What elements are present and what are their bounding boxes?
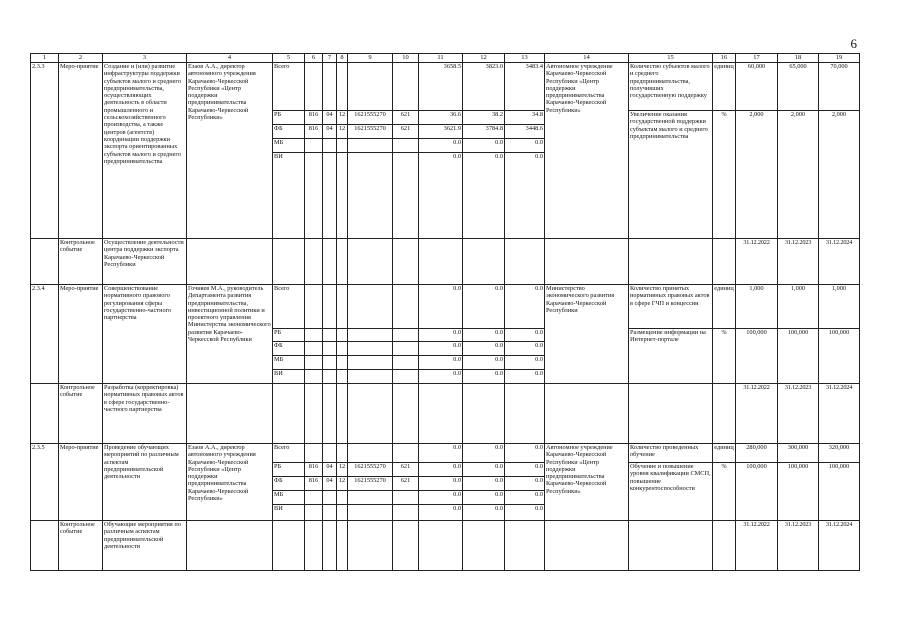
grbs-code: [305, 329, 323, 342]
indicator-2022: 1,000: [736, 285, 778, 329]
section-code: [323, 342, 337, 356]
column-number: 3: [103, 54, 187, 63]
target-article-code: [348, 329, 393, 342]
expense-type-code: [393, 285, 419, 329]
target-article-code: [348, 370, 393, 384]
grbs-code: [305, 63, 323, 111]
expense-type-code: 621: [393, 477, 419, 491]
column-number: 19: [819, 54, 860, 63]
control-event-type: Контрольное событие: [59, 239, 103, 285]
table-cell: [31, 521, 59, 571]
indicator-unit: единиц: [713, 63, 736, 111]
table-cell: [305, 239, 323, 285]
table-cell: [323, 521, 337, 571]
amount-2024: 0.0: [505, 153, 545, 239]
expense-type-code: [393, 329, 419, 342]
expense-type-code: [393, 444, 419, 463]
section-code: [323, 329, 337, 342]
indicator-2022: 100,000: [736, 463, 778, 521]
amount-2022: 0.0: [419, 463, 463, 477]
control-date-2022: 31.12.2022: [736, 384, 778, 444]
subsection-code: [337, 153, 348, 239]
control-date-2024: 31.12.2024: [819, 521, 860, 571]
expense-type-code: [393, 153, 419, 239]
target-article-code: [348, 342, 393, 356]
amount-2023: 3823.0: [463, 63, 505, 111]
section-code: 04: [323, 477, 337, 491]
section-code: 04: [323, 111, 337, 125]
funding-source: ФБ: [273, 342, 305, 356]
funding-source: РБ: [273, 463, 305, 477]
column-number: 18: [778, 54, 819, 63]
expense-type-code: 621: [393, 111, 419, 125]
amount-2023: 0.0: [463, 463, 505, 477]
table-cell: [305, 384, 323, 444]
executor: Министерство экономического развития Карачаево-Черкесской Республики: [545, 285, 629, 384]
column-number: 4: [187, 54, 273, 63]
table-cell: [545, 239, 629, 285]
amount-2022: 0.0: [419, 342, 463, 356]
table-cell: [337, 239, 348, 285]
section-code: [323, 285, 337, 329]
expense-type-code: [393, 342, 419, 356]
grbs-code: [305, 491, 323, 505]
indicator-2024: 100,000: [819, 329, 860, 384]
control-event-text: Разработка (корректировка) нормативных правовых актов в сфере государственно-частного партнерства: [103, 384, 187, 444]
section-code: [323, 139, 337, 153]
table-cell: [273, 239, 305, 285]
control-date-2022: 31.12.2022: [736, 521, 778, 571]
target-article-code: 1621555270: [348, 477, 393, 491]
funding-source: МБ: [273, 491, 305, 505]
control-event-type: Контрольное событие: [59, 384, 103, 444]
amount-2022: 0.0: [419, 505, 463, 521]
column-number: 2: [59, 54, 103, 63]
funding-source: Всего: [273, 285, 305, 329]
funding-source: ВИ: [273, 505, 305, 521]
indicator-unit: %: [713, 111, 736, 239]
amount-2023: 0.0: [463, 444, 505, 463]
control-date-2023: 31.12.2023: [778, 384, 819, 444]
amount-2022: 0.0: [419, 370, 463, 384]
amount-2024: 0.0: [505, 139, 545, 153]
subsection-code: [337, 505, 348, 521]
amount-2023: 0.0: [463, 153, 505, 239]
subsection-code: [337, 444, 348, 463]
column-number: 11: [419, 54, 463, 63]
item-type: Меро-приятие: [59, 285, 103, 384]
amount-2023: 38.2: [463, 111, 505, 125]
grbs-code: [305, 285, 323, 329]
amount-2023: 0.0: [463, 329, 505, 342]
responsible-person: Гочияев М.А., руководитель Департамента развития предпринимательства, инвестиционной политики и проектного управления Министерства экономического развития Карачаево-Черкесской Республики: [187, 285, 273, 384]
indicator-name: Увеличение оказания государственной поддержки субъектам малого и среднего предпринимательства: [629, 111, 713, 239]
grbs-code: 816: [305, 477, 323, 491]
item-number: 2.3.3: [31, 63, 59, 239]
item-number: 2.3.4: [31, 285, 59, 384]
funding-source: МБ: [273, 356, 305, 370]
funding-source: ФБ: [273, 125, 305, 139]
indicator-2023: 300,000: [778, 444, 819, 463]
amount-2023: 0.0: [463, 491, 505, 505]
grbs-code: [305, 370, 323, 384]
indicator-2024: 320,000: [819, 444, 860, 463]
grbs-code: 816: [305, 125, 323, 139]
control-event-row: [31, 384, 860, 444]
subsection-code: [337, 491, 348, 505]
grbs-code: 816: [305, 463, 323, 477]
amount-2023: 3784.8: [463, 125, 505, 139]
indicator-2023: 100,000: [778, 463, 819, 521]
section-code: 04: [323, 125, 337, 139]
header-row: [31, 54, 860, 63]
control-date-2023: 31.12.2023: [778, 521, 819, 571]
funding-source: Всего: [273, 63, 305, 111]
amount-2024: 0.0: [505, 356, 545, 370]
table-cell: [187, 384, 273, 444]
expense-type-code: 621: [393, 463, 419, 477]
amount-2022: 36.6: [419, 111, 463, 125]
amount-2024: 0.0: [505, 505, 545, 521]
indicator-unit: единиц: [713, 285, 736, 329]
control-date-2024: 31.12.2024: [819, 239, 860, 285]
responsible-person: Езаов А.А., директор автономного учреждения Карачаево-Черкесской Республики «Центр поддержки предпринимательства Карачаево-Черкесской Республики»: [187, 444, 273, 521]
table-cell: [713, 384, 736, 444]
amount-2023: 0.0: [463, 505, 505, 521]
amount-2024: 0.0: [505, 329, 545, 342]
column-number: 1: [31, 54, 59, 63]
amount-2023: 0.0: [463, 342, 505, 356]
column-number: 6: [305, 54, 323, 63]
amount-2022: 0.0: [419, 477, 463, 491]
subsection-code: [337, 139, 348, 153]
funding-source: ВИ: [273, 370, 305, 384]
expense-type-code: [393, 370, 419, 384]
subsection-code: 12: [337, 477, 348, 491]
item-number: 2.3.5: [31, 444, 59, 521]
budget-row: [31, 285, 860, 329]
table-cell: [187, 521, 273, 571]
indicator-2024: 70,000: [819, 63, 860, 111]
target-article-code: [348, 153, 393, 239]
expense-type-code: [393, 491, 419, 505]
column-number: 16: [713, 54, 736, 63]
amount-2024: 3483.4: [505, 63, 545, 111]
amount-2022: 0.0: [419, 285, 463, 329]
section-code: 04: [323, 463, 337, 477]
expense-type-code: [393, 139, 419, 153]
indicator-name: Количество принятых нормативных правовых актов в сфере ГЧП и концессии: [629, 285, 713, 329]
indicator-name: Размещение информации на Интернет-портале: [629, 329, 713, 384]
section-code: [323, 505, 337, 521]
amount-2023: 0.0: [463, 370, 505, 384]
table-cell: [505, 521, 545, 571]
control-event-row: [31, 239, 860, 285]
control-date-2022: 31.12.2022: [736, 239, 778, 285]
expense-type-code: [393, 505, 419, 521]
table-cell: [337, 521, 348, 571]
target-article-code: [348, 356, 393, 370]
table-cell: [393, 239, 419, 285]
control-event-row: [31, 521, 860, 571]
subsection-code: 12: [337, 463, 348, 477]
table-cell: [419, 521, 463, 571]
grbs-code: 816: [305, 111, 323, 125]
section-code: [323, 491, 337, 505]
column-number: 13: [505, 54, 545, 63]
indicator-2022: 100,000: [736, 329, 778, 384]
amount-2024: 0.0: [505, 477, 545, 491]
item-name: Создание и (или) развитие инфраструктуры поддержки субъектов малого и среднего предпринимательства, осуществляющих деятельность в области промышленного и сельскохозяйственного производства, а также центров (агентств) координации поддержки экспорта ориентированных субъектов малого и среднего предпринимательства: [103, 63, 187, 239]
subsection-code: [337, 342, 348, 356]
indicator-name: Количество субъектов малого и среднего предпринимательства, получивших государственную поддержку: [629, 63, 713, 111]
indicator-2023: 1,000: [778, 285, 819, 329]
column-number: 9: [348, 54, 393, 63]
amount-2023: 0.0: [463, 139, 505, 153]
target-article-code: [348, 491, 393, 505]
column-number: 5: [273, 54, 305, 63]
amount-2022: 3658.5: [419, 63, 463, 111]
table-cell: [463, 239, 505, 285]
column-number: 10: [393, 54, 419, 63]
subsection-code: [337, 356, 348, 370]
subsection-code: [337, 329, 348, 342]
column-number: 14: [545, 54, 629, 63]
table-cell: [348, 521, 393, 571]
program-table: [30, 53, 860, 571]
table-cell: [31, 384, 59, 444]
table-cell: [463, 384, 505, 444]
target-article-code: 1621555270: [348, 463, 393, 477]
section-code: [323, 63, 337, 111]
funding-source: Всего: [273, 444, 305, 463]
table-cell: [629, 239, 713, 285]
table-cell: [323, 384, 337, 444]
section-code: [323, 153, 337, 239]
expense-type-code: [393, 63, 419, 111]
control-date-2024: 31.12.2024: [819, 384, 860, 444]
budget-row: [31, 63, 860, 111]
table-cell: [348, 384, 393, 444]
control-event-type: Контрольное событие: [59, 521, 103, 571]
table-cell: [305, 521, 323, 571]
amount-2024: 0.0: [505, 285, 545, 329]
table-cell: [337, 384, 348, 444]
target-article-code: [348, 285, 393, 329]
amount-2024: 0.0: [505, 370, 545, 384]
target-article-code: [348, 63, 393, 111]
indicator-unit: %: [713, 463, 736, 521]
funding-source: ФБ: [273, 477, 305, 491]
amount-2024: 34.8: [505, 111, 545, 125]
amount-2024: 0.0: [505, 463, 545, 477]
subsection-code: [337, 63, 348, 111]
table-cell: [713, 521, 736, 571]
amount-2024: 0.0: [505, 342, 545, 356]
amount-2023: 0.0: [463, 285, 505, 329]
column-number: 17: [736, 54, 778, 63]
indicator-2023: 65,000: [778, 63, 819, 111]
funding-source: ВИ: [273, 153, 305, 239]
responsible-person: Езаов А.А., директор автономного учреждения Карачаево-Черкесской Республики «Центр поддержки предпринимательства Карачаево-Черкесской Республики»: [187, 63, 273, 239]
amount-2022: 0.0: [419, 491, 463, 505]
subsection-code: [337, 370, 348, 384]
amount-2023: 0.0: [463, 477, 505, 491]
subsection-code: 12: [337, 125, 348, 139]
target-article-code: [348, 505, 393, 521]
table-cell: [713, 239, 736, 285]
column-number: 8: [337, 54, 348, 63]
column-number: 12: [463, 54, 505, 63]
indicator-unit: единиц: [713, 444, 736, 463]
amount-2022: 0.0: [419, 356, 463, 370]
amount-2022: 3621.9: [419, 125, 463, 139]
table-cell: [419, 384, 463, 444]
table-cell: [393, 521, 419, 571]
grbs-code: [305, 444, 323, 463]
table-cell: [545, 384, 629, 444]
table-cell: [505, 239, 545, 285]
table-cell: [629, 384, 713, 444]
indicator-2023: 100,000: [778, 329, 819, 384]
indicator-2023: 2,000: [778, 111, 819, 239]
target-article-code: [348, 444, 393, 463]
executor: Автономное учреждение Карачаево-Черкесской Республики «Центр поддержки предпринимательства Карачаево-Черкесской Республики»: [545, 444, 629, 521]
executor: Автономное учреждение Карачаево-Черкесской Республики «Центр поддержки предпринимательства Карачаево-Черкесской Республики»: [545, 63, 629, 239]
indicator-2022: 2,000: [736, 111, 778, 239]
control-date-2023: 31.12.2023: [778, 239, 819, 285]
grbs-code: [305, 356, 323, 370]
column-number: 15: [629, 54, 713, 63]
indicator-2022: 60,000: [736, 63, 778, 111]
table-cell: [545, 521, 629, 571]
item-type: Меро-приятие: [59, 63, 103, 239]
amount-2022: 0.0: [419, 139, 463, 153]
table-cell: [629, 521, 713, 571]
table-cell: [393, 384, 419, 444]
expense-type-code: 621: [393, 125, 419, 139]
indicator-unit: %: [713, 329, 736, 384]
indicator-2024: 1,000: [819, 285, 860, 329]
grbs-code: [305, 153, 323, 239]
indicator-name: Количество проведенных обучение: [629, 444, 713, 463]
indicator-2024: 100,000: [819, 463, 860, 521]
control-event-text: Осуществление деятельности центра поддержки экспорта Карачаево-Черкесской Республики: [103, 239, 187, 285]
section-code: [323, 356, 337, 370]
amount-2024: 3448.6: [505, 125, 545, 139]
item-name: Совершенствование нормативного правового регулирования сферы государственно-частного партнерства: [103, 285, 187, 384]
table-cell: [348, 239, 393, 285]
table-cell: [505, 384, 545, 444]
amount-2024: 0.0: [505, 491, 545, 505]
table-cell: [463, 521, 505, 571]
grbs-code: [305, 139, 323, 153]
amount-2022: 0.0: [419, 444, 463, 463]
target-article-code: [348, 139, 393, 153]
funding-source: РБ: [273, 329, 305, 342]
target-article-code: 1621555270: [348, 125, 393, 139]
section-code: [323, 370, 337, 384]
amount-2023: 0.0: [463, 356, 505, 370]
amount-2022: 0.0: [419, 329, 463, 342]
amount-2022: 0.0: [419, 153, 463, 239]
item-type: Меро-приятие: [59, 444, 103, 521]
amount-2024: 0.0: [505, 444, 545, 463]
table-cell: [273, 384, 305, 444]
grbs-code: [305, 342, 323, 356]
indicator-name: Обучение и повышение уровня квалификации СМСП, повышение конкурентоспособности: [629, 463, 713, 521]
budget-row: [31, 444, 860, 463]
page-number: 6: [850, 36, 857, 51]
indicator-2024: 2,000: [819, 111, 860, 239]
grbs-code: [305, 505, 323, 521]
table-cell: [323, 239, 337, 285]
column-number: 7: [323, 54, 337, 63]
indicator-2022: 280,000: [736, 444, 778, 463]
funding-source: РБ: [273, 111, 305, 125]
control-event-text: Обучающие мероприятия по различным аспектам предпринимательской деятельности: [103, 521, 187, 571]
subsection-code: [337, 285, 348, 329]
table-cell: [187, 239, 273, 285]
subsection-code: 12: [337, 111, 348, 125]
item-name: Проведение обучающих мероприятий по различным аспектам предпринимательской деятельности: [103, 444, 187, 521]
section-code: [323, 444, 337, 463]
target-article-code: 1621555270: [348, 111, 393, 125]
table-cell: [273, 521, 305, 571]
funding-source: МБ: [273, 139, 305, 153]
table-cell: [31, 239, 59, 285]
table-cell: [419, 239, 463, 285]
expense-type-code: [393, 356, 419, 370]
